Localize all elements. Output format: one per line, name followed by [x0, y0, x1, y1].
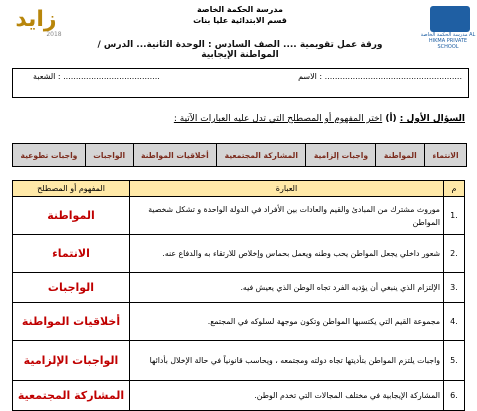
- table-row: [13, 273, 465, 303]
- row-number: 3.: [444, 273, 465, 303]
- school-header: [160, 4, 320, 26]
- answer-cell[interactable]: أخلاقيات المواطنة: [13, 303, 130, 341]
- concept-item: واجبات تطوعية: [20, 150, 78, 160]
- school-logo: [430, 6, 470, 32]
- statement-cell: الإلتزام الذي ينبغي أن يؤديه الفرد تجاه الوطن الذي يعيش فيه.: [130, 273, 444, 303]
- statement-cell: واجبات يلتزم المواطن بتأديتها تجاه دولته ومجتمعه ، ويحاسب قانونياً في حالة الإخلال بأدائها: [130, 341, 444, 381]
- question-number: السؤال الأول :: [399, 114, 465, 124]
- table-header-row: [13, 181, 465, 197]
- header-statement: العبارة: [130, 181, 444, 197]
- svg-text:2018: 2018: [46, 31, 62, 38]
- table-row: [13, 235, 465, 273]
- row-number: 2.: [444, 235, 465, 273]
- sheet-title: ورقة عمل تقويمية .... الصف السادس : الوحدة الثانية... الدرس / المواطنة الإيجابية: [97, 40, 383, 60]
- answer-table: [12, 180, 465, 411]
- answer-cell[interactable]: المواطنة: [13, 197, 130, 235]
- header-number: م: [444, 181, 465, 197]
- concept-item: أخلاقيات المواطنة: [133, 144, 217, 166]
- answer-cell[interactable]: المشاركة المجتمعية: [13, 381, 130, 411]
- zayed-year-logo: [6, 4, 68, 38]
- row-number: 5.: [444, 341, 465, 381]
- table-row: [13, 303, 465, 341]
- svg-text:زايد: زايد: [15, 7, 57, 32]
- concept-item: واجبات إلزامية: [305, 144, 375, 166]
- question-part: (أ): [385, 114, 397, 124]
- answer-cell[interactable]: الواجبات: [13, 273, 130, 303]
- school-name: مدرسة الحكمة الخاصة: [197, 5, 283, 14]
- question-instruction: اختر المفهوم أو المصطلح التي تدل عليه العبارات الآتية :: [173, 114, 383, 124]
- answer-cell[interactable]: الانتماء: [13, 235, 130, 273]
- concept-item: الواجبات: [85, 144, 133, 166]
- table-row: [13, 381, 465, 411]
- row-number: 4.: [444, 303, 465, 341]
- table-row: [13, 341, 465, 381]
- table-row: [13, 197, 465, 235]
- concept-item: المشاركة المجتمعية: [216, 144, 305, 166]
- question-heading: [174, 114, 465, 124]
- concept-item: الانتماء: [424, 144, 466, 166]
- answer-cell[interactable]: الواجبات الإلزامية: [13, 341, 130, 381]
- statement-cell: المشاركة الإيجابية في مختلف المجالات التي تخدم الوطن.: [130, 381, 444, 411]
- student-info-box: [12, 68, 469, 98]
- concept-item: المواطنة: [375, 144, 424, 166]
- row-number: 6.: [444, 381, 465, 411]
- school-section: قسم الابتدائية عليا بنات: [193, 16, 287, 25]
- student-name-field[interactable]: الاسم : ......................................................: [298, 72, 462, 81]
- row-number: 1.: [444, 197, 465, 235]
- header-answer: المفهوم أو المصطلح: [13, 181, 130, 197]
- student-class-field[interactable]: الشعبة : ......................................: [33, 72, 160, 81]
- statement-cell: مجموعة القيم التي يكتسبها المواطن وتكون موجهة لسلوكه في المجتمع.: [130, 303, 444, 341]
- statement-cell: موروث مشترك من المبادئ والقيم والعادات بين الأفراد في الدولة الواحدة و تشكل شخصية المواطن: [130, 197, 444, 235]
- statement-cell: شعور داخلي يجعل المواطن يحب وطنه ويعمل بحماس وإخلاص للارتقاء به والدفاع عنه.: [130, 235, 444, 273]
- concept-bank: [12, 143, 467, 167]
- school-logo-caption: مدرسة الحكمة الخاصة AL HIKMA PRIVATE SCHOOL: [420, 32, 476, 50]
